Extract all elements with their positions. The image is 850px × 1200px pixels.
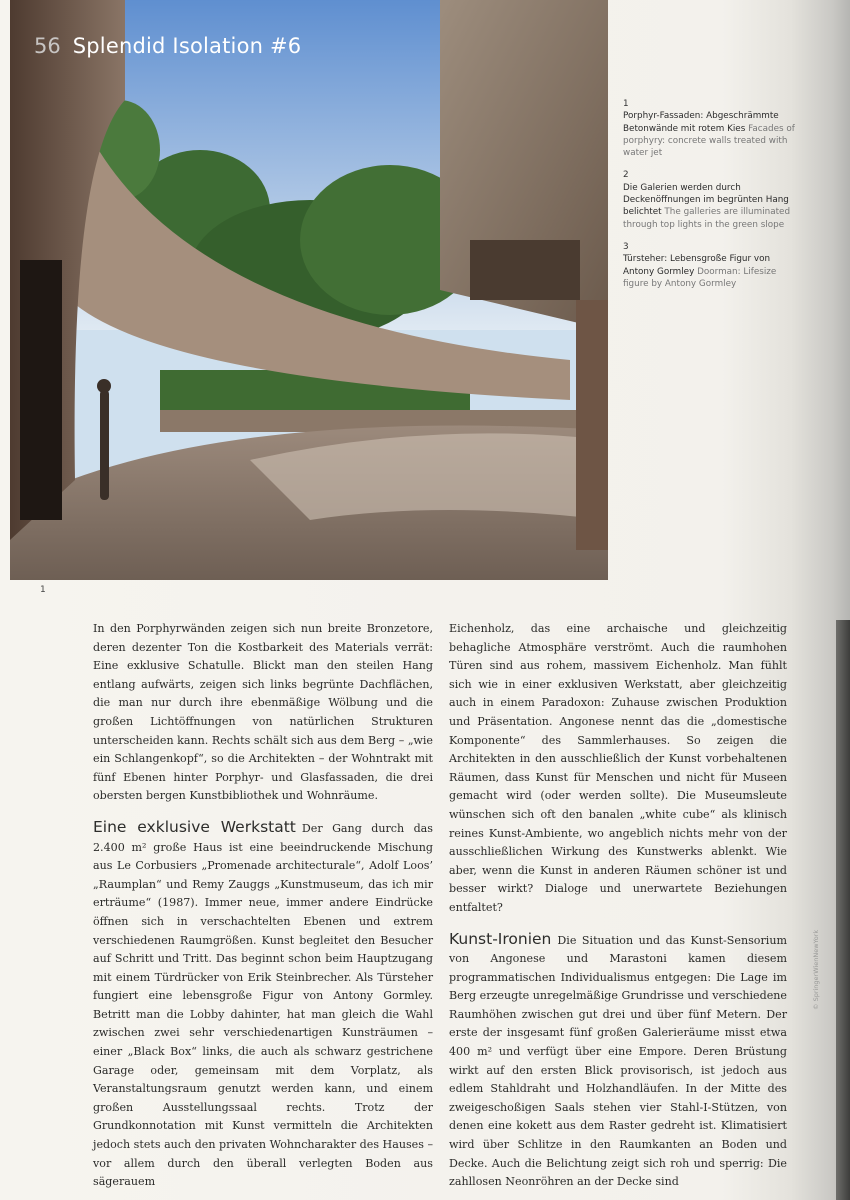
caption-list	[623, 98, 798, 300]
caption-number: 2	[623, 170, 629, 181]
caption-german: Porphyr-Fassaden: Abgeschrämmte Betonwände mit rotem Kies	[623, 111, 779, 134]
architecture-photo	[10, 0, 608, 580]
caption-english: Facades of porphyry: concrete walls treated with water jet	[623, 123, 795, 159]
caption-item	[623, 241, 798, 290]
figure-number: 1	[40, 585, 46, 595]
article-column-left	[93, 620, 433, 1192]
article-paragraph: Eichenholz, das eine archaische und gleichzeitig behagliche Atmosphäre verströmt. Auch die raumhohen Türen sind aus rohem, massivem Eichenholz. Man fühlt sich wie in einer exklusiven Werkstatt, aber gleichzeitig auch in einem Paradoxon: Zuhause zwischen Produktion und Präsentation. Angonese nennt das die „domestische Komponente“ des Sammlerhauses. So zeigen die Architekten in den ausschließlich der Kunst vorbehaltenen Räumen, dass Kunst für Menschen und nicht für Museen gemacht wird (oder werden sollte). Die Museumsleute wünschen sich oft den banalen „white cube“ als klinisch reines Kunst-Ambiente, wo angeblich nichts mehr von der ausschließlichen Wirkung des Kunstwerks ablenkt. Wie aber, wenn die Kunst in anderen Räumen schöner ist und besser wirkt? Dialoge und unerwartete Beziehungen entfaltet?	[449, 622, 787, 914]
article-paragraph-text: Die Situation und das Kunst-Sensorium von Angonese und Marastoni kamen diesem programmatischen Individualismus entgegen: Die Lage im Berg erzeugte unregelmäßige Grundrisse und verschiedene Raumhöhen zwischen gut drei und über fünf Metern. Der erste der insgesamt fünf großen Galerieräume misst etwa 400 m² und verfügt über eine Empore. Deren Brüstung wirkt auf den ersten Blick provisorisch, ist jedoch aus edlem Stahldraht und Holzhandläufen. In der Mitte des zweigeschoßigen Saals stehen vier Stahl-I-Stützen, von denen eine kokett aus dem Raster gedreht ist. Klimatisiert wird über Schlitze in den Raumkanten an Boden und Decke. Auch die Belichtung zeigt sich roh und sperrig: Die zahllosen Neonröhren an der Decke sind	[449, 933, 787, 1189]
caption-item	[623, 169, 798, 230]
caption-german: Die Galerien werden durch Deckenöffnungen im begrünten Hang belichtet	[623, 182, 789, 218]
caption-item	[623, 98, 798, 159]
page-title: Splendid Isolation #6	[72, 34, 302, 58]
page-header	[34, 34, 301, 64]
caption-german: Türsteher: Lebensgroße Figur von Antony Gormley	[623, 254, 771, 277]
caption-english: Doorman: Lifesize figure by Antony Gormley	[623, 266, 777, 289]
article-paragraph-with-subhead	[93, 818, 433, 1192]
caption-number: 3	[623, 241, 629, 252]
section-subhead: Eine exklusive Werkstatt	[93, 817, 296, 836]
caption-english: The galleries are illuminated through top lights in the green slope	[623, 207, 791, 230]
article-paragraph-with-subhead	[449, 930, 787, 1192]
section-subhead: Kunst-Ironien	[449, 929, 552, 948]
courtyard-illustration	[10, 0, 608, 580]
article-paragraph-text: Der Gang durch das 2.400 m² große Haus ist eine beeindruckende Mischung aus Le Corbusiers „Promenade architecturale“, Adolf Loos’ „Raumplan“ und Remy Zauggs „Kunstmuseum, das ich mir erträume“ (1987). Immer neue, immer andere Eindrücke öffnen sich in verschachtelten Ebenen und extrem verschiedenen Raumgrößen. Kunst begleitet den Besucher auf Schritt und Tritt. Das beginnt schon beim Hauptzugang mit einem Türdrücker von Erik Steinbrecher. Als Türsteher fungiert eine lebensgroße Figur von Antony Gormley. Betritt man die Lobby dahinter, hat man gleich die Wahl zwischen zwei sehr verschiedenartigen Kunsträumen – einer „Black Box“ links, die auch als schwarz gestrichene Garage oder, gemeinsam mit dem Vorplatz, als Veranstaltungsraum genutzt werden kann, und einem großen Ausstellungssaal rechts. Trotz der Grundkonnotation mit Kunst vermitteln die Architekten jedoch stets auch den privaten Wohncharakter des Hauses – vor allem durch den überall verlegten Boden aus sägerauem	[93, 821, 434, 1189]
caption-number: 1	[623, 99, 629, 109]
page-number: 56	[34, 34, 61, 58]
article-paragraph: In den Porphyrwänden zeigen sich nun breite Bronzetore, deren dezenter Ton die Kostbarkeit des Materials verrät: Eine exklusive Schatulle. Blickt man den steilen Hang entlang aufwärts, zeigen sich links begrünte Dachflächen, die man nur durch ihre ebenmäßige Wölbung und die großen Lichtöffnungen von natürlichen Strukturen unterscheiden kann. Rechts schält sich aus dem Berg – „wie ein Schlangenkopf“, so die Architekten – der Wohntrakt mit fünf Ebenen hinter Porphyr- und Glasfassaden, die drei obersten bergen Kunstbibliothek und Wohnräume.	[93, 622, 433, 803]
copyright-notice: © SpringerWienNewYork	[812, 929, 820, 1010]
page-edge-shadow	[836, 620, 850, 1200]
article-column-right	[449, 620, 787, 1192]
